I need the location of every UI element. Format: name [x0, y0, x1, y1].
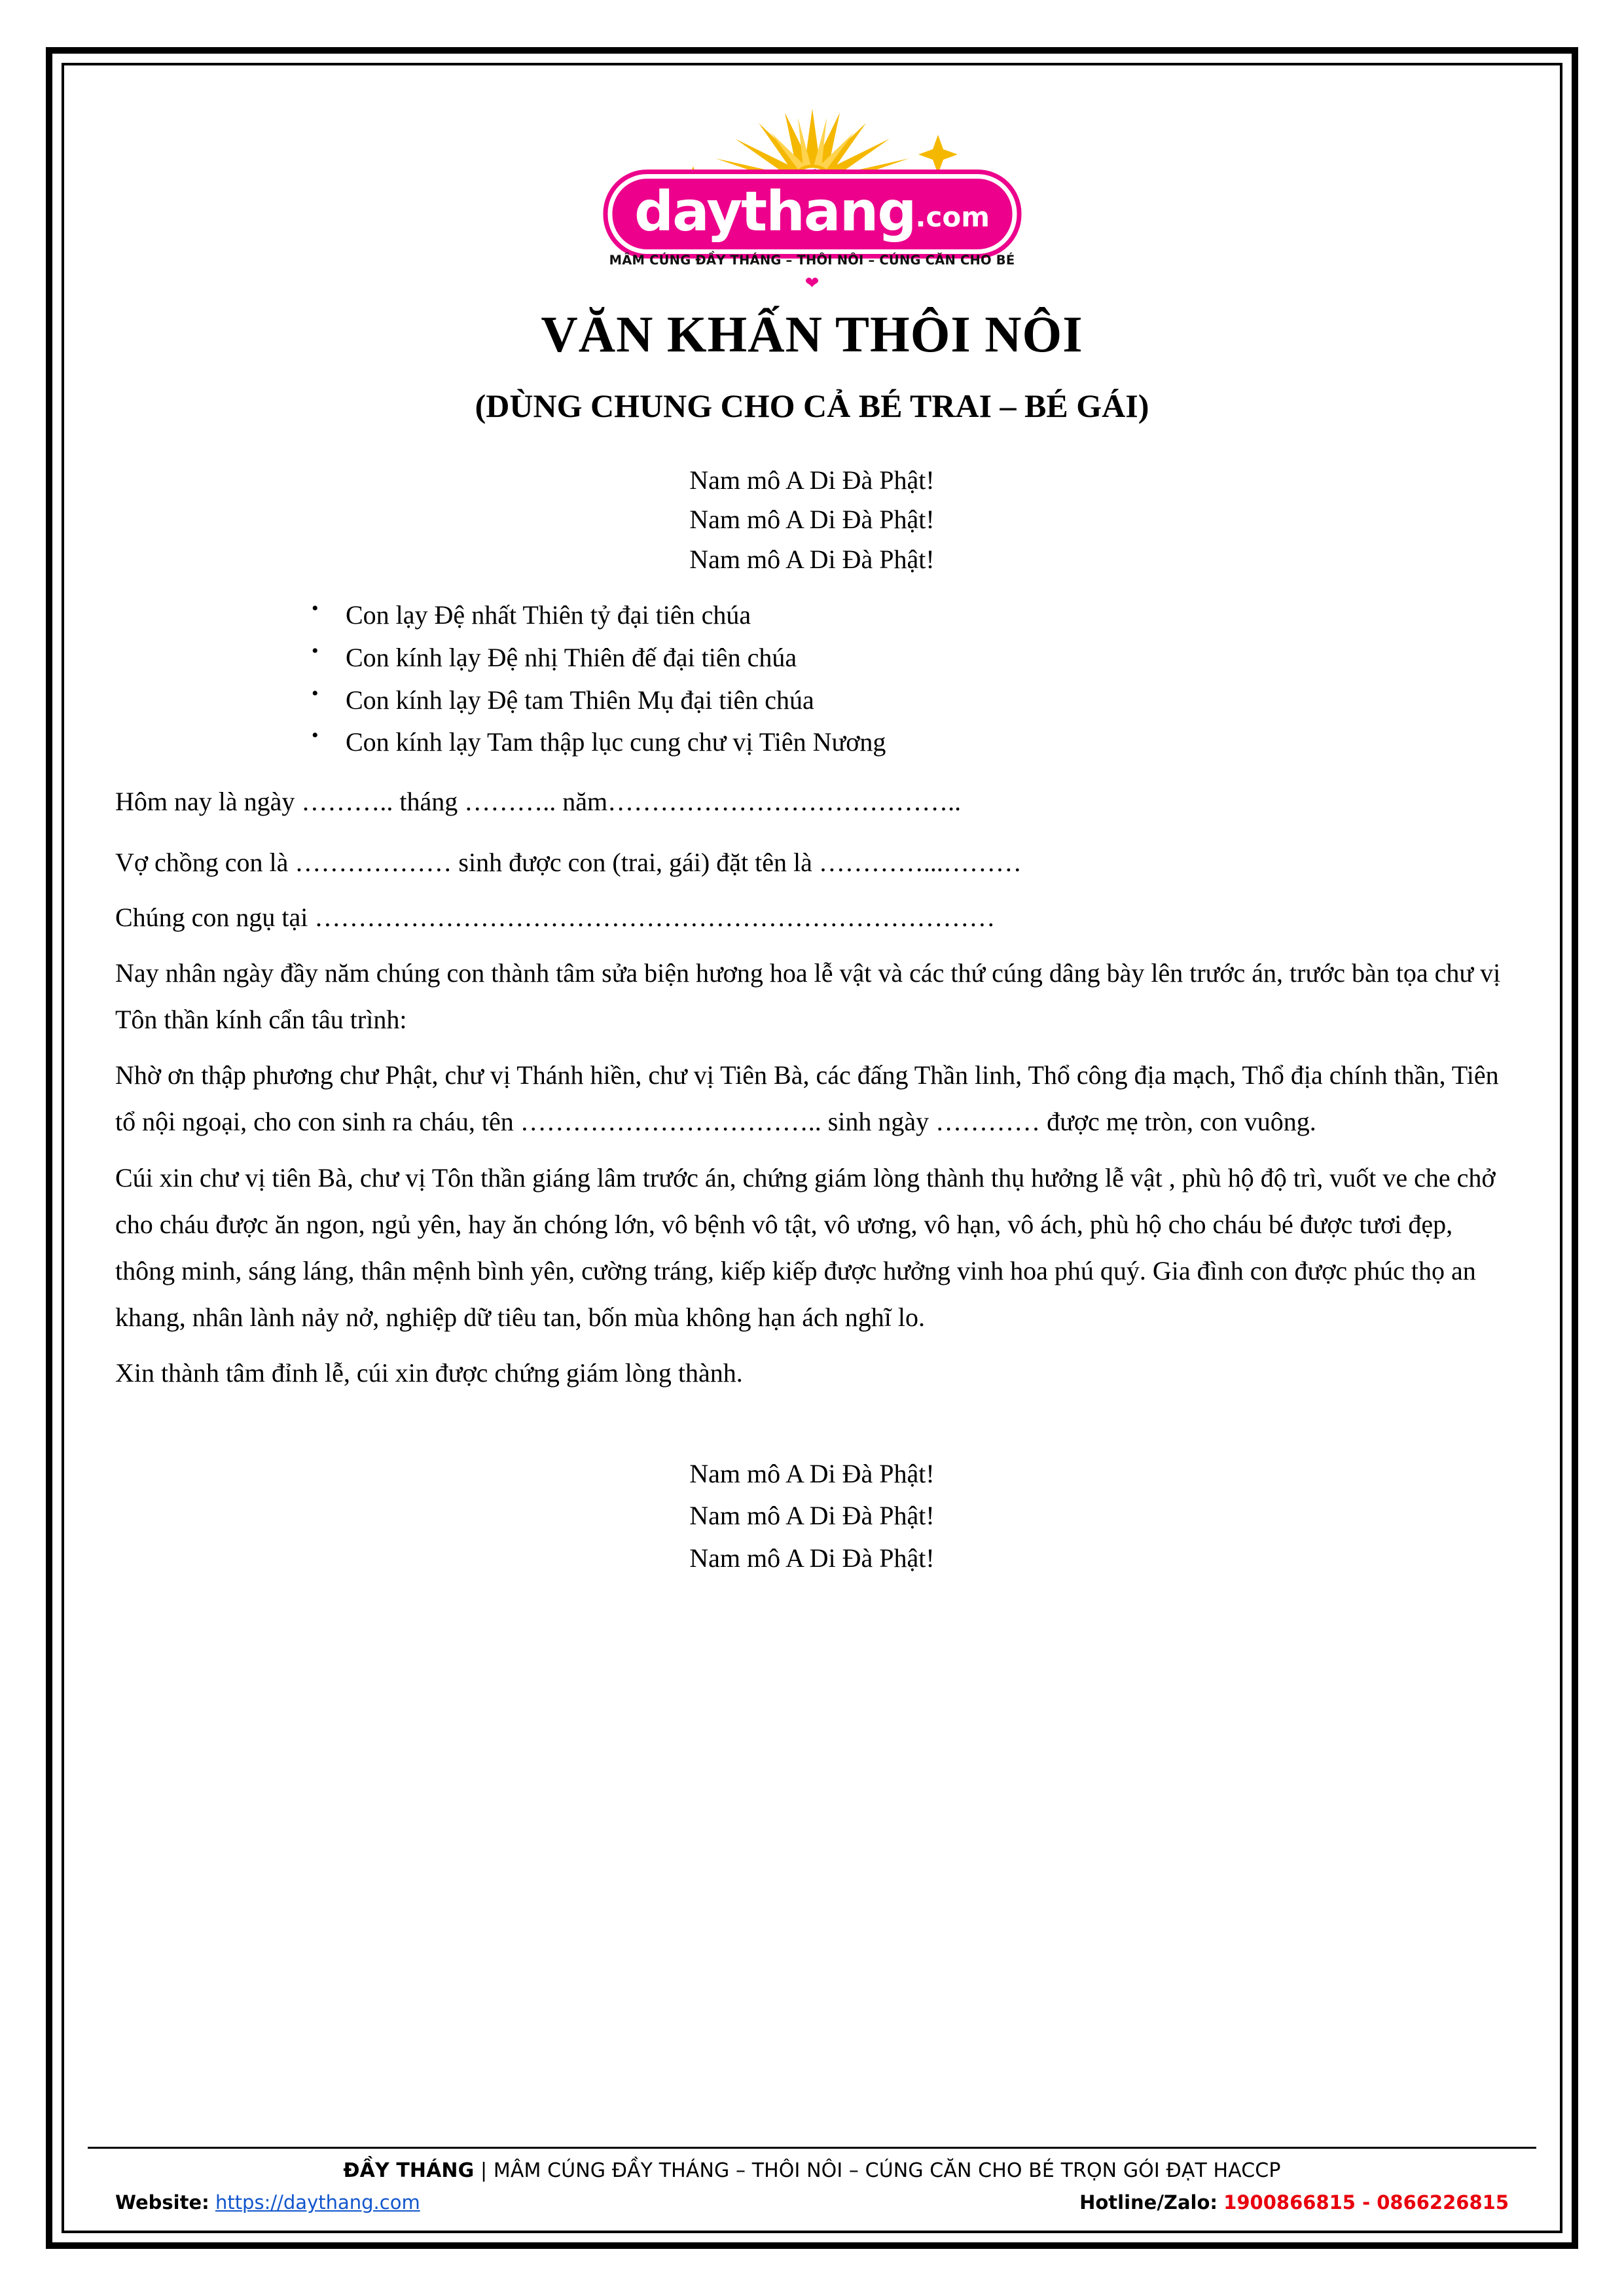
footer-separator: | [474, 2159, 494, 2182]
page-subtitle: (DÙNG CHUNG CHO CẢ BÉ TRAI – BÉ GÁI) [475, 387, 1149, 424]
footer-tagline-line [115, 2159, 1509, 2182]
list-item: • Con kính lạy Đệ tam Thiên Mụ đại tiên chúa [312, 679, 1509, 722]
list-item: • Con lạy Đệ nhất Thiên tỷ đại tiên chúa [312, 594, 1509, 637]
brand-wordmark-text: daythang [634, 179, 916, 243]
address-line: Chúng con ngụ tại …………………………………………………………………… [115, 902, 996, 932]
chant-line: Nam mô A Di Đà Phật! [689, 545, 935, 575]
page-title: VĂN KHẤN THÔI NÔI [541, 306, 1083, 363]
list-item: • Con kính lạy Đệ nhị Thiên đế đại tiên chúa [312, 637, 1509, 679]
brand-wordmark-suffix: .com [915, 201, 990, 233]
closing-paragraph: Xin thành tâm đỉnh lễ, cúi xin được chứng giám lòng thành. [115, 1358, 743, 1388]
chant-line: Nam mô A Di Đà Phật! [689, 1458, 935, 1488]
parents-line: Vợ chồng con là ……………… sinh được con (trai, gái) đặt tên là …………...……… [115, 848, 1022, 878]
opening-chant [115, 461, 1509, 580]
chant-line: Nam mô A Di Đà Phật! [689, 1501, 935, 1531]
footer-hotline-value[interactable]: 1900866815 - 0866226815 [1223, 2191, 1509, 2214]
footer-tagline: MÂM CÚNG ĐẦY THÁNG – THÔI NÔI – CÚNG CĂN CHO BÉ TRỌN GÓI ĐẠT HACCP [493, 2159, 1281, 2182]
chant-line: Nam mô A Di Đà Phật! [689, 505, 935, 535]
footer-divider [88, 2147, 1536, 2149]
offering-paragraph: Nay nhân ngày đầy năm chúng con thành tâm sửa biện hương hoa lễ vật và các thứ cúng dâng bày lên trước án, trước bàn tọa chư vị Tôn thần kính cẩn tâu trình: [115, 958, 1501, 1035]
footer-hotline [1079, 2191, 1509, 2214]
invocation-list [115, 594, 1509, 764]
thanksgiving-paragraph: Nhờ ơn thập phương chư Phật, chư vị Thánh hiền, chư vị Tiên Bà, các đấng Thần linh, Thổ công địa mạch, Thổ địa chính thần, Tiên tổ nội ngoại, cho con sinh ra cháu, tên …………………………….. sinh ngày ………… được mẹ tròn, con vuông. [115, 1060, 1499, 1137]
chant-line: Nam mô A Di Đà Phật! [689, 465, 935, 495]
brand-logo [115, 103, 1509, 293]
closing-chant [115, 1453, 1509, 1580]
chant-line: Nam mô A Di Đà Phật! [689, 1543, 935, 1573]
brand-tagline: MÂM CÚNG ĐẦY THÁNG – THÔI NÔI – CÚNG CĂN CHO BÉ [609, 253, 1015, 268]
page-footer [115, 2147, 1509, 2231]
heart-icon: ❤ [804, 274, 820, 293]
footer-website-label: Website: [115, 2191, 209, 2214]
footer-website [115, 2191, 420, 2214]
page-border-inner [62, 63, 1562, 2233]
brand-wordmark [607, 174, 1017, 254]
footer-hotline-label: Hotline/Zalo: [1079, 2191, 1218, 2214]
footer-contact-line [115, 2191, 1509, 2214]
prayer-paragraph: Cúi xin chư vị tiên Bà, chư vị Tôn thần giáng lâm trước án, chứng giám lòng thành thụ hưởng lễ vật , phù hộ độ trì, vuốt ve che chở cho cháu được ăn ngon, ngủ yên, hay ăn chóng lớn, vô bệnh vô tật, vô ương, vô hạn, vô ách, phù hộ cho cháu bé được tươi đẹp, thông minh, sáng láng, thân mệnh bình yên, cường tráng, kiếp kiếp được hưởng vinh hoa phú quý. Gia đình con được phúc thọ an khang, nhân lành nảy nở, nghiệp dữ tiêu tan, bốn mùa không hạn ách nghĩ lo. [115, 1162, 1496, 1333]
date-line: Hôm nay là ngày ……….. tháng ……….. năm………………………………….. [115, 787, 962, 817]
list-item: • Con kính lạy Tam thập lục cung chư vị Tiên Nương [312, 721, 1509, 764]
footer-brand: ĐẦY THÁNG [343, 2159, 475, 2182]
page-border-outer [46, 47, 1578, 2249]
footer-website-link[interactable]: https://daythang.com [215, 2191, 420, 2214]
